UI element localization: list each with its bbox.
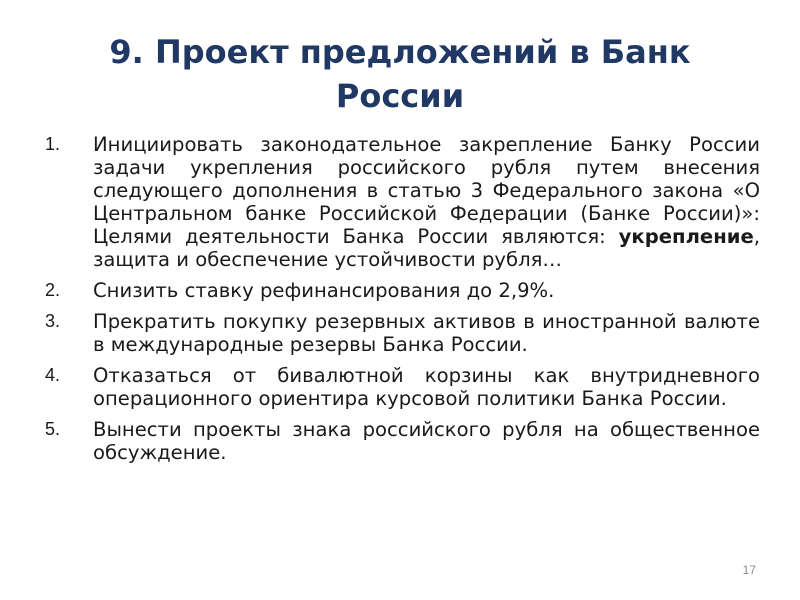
list-item-text: Прекратить покупку резервных активов в иностранной валюте в международные резервы Банка России. [93, 310, 760, 356]
list-item [45, 279, 760, 302]
list-item [45, 310, 760, 356]
list-item-text: Отказаться от бивалютной корзины как внутридневного операционного ориентира курсовой политики Банка России. [93, 364, 760, 410]
list-item-text-bold: укрепление [618, 225, 754, 248]
slide-title-line-2: России [335, 77, 465, 115]
list-item-number: 1. [45, 134, 61, 154]
list-item-text: Вынести проекты знака российского рубля на общественное обсуждение. [93, 418, 760, 464]
list-item-number: 2. [45, 280, 61, 300]
list-item-text: Снизить ставку рефинансирования до 2,9%. [93, 279, 555, 302]
list-item-text-after: , защита и обеспечение устойчивости рубля… [93, 225, 760, 271]
list-item-number: 4. [45, 365, 61, 385]
slide-title-line-1: 9. Проект предложений в Банк [109, 33, 691, 71]
proposal-list [45, 133, 760, 472]
list-item-number: 5. [45, 419, 61, 439]
slide-title [0, 30, 800, 118]
page-number: 17 [742, 563, 756, 577]
list-item [45, 133, 760, 271]
list-item [45, 418, 760, 464]
list-item-number: 3. [45, 311, 61, 331]
list-item [45, 364, 760, 410]
list-item-text [93, 133, 760, 271]
list-item-text-main: Инициировать законодательное закрепление Банку России задачи укрепления российского рубля путем внесения следующего дополнения в статью 3 Федерального закона «О Центральном банке Российской Федерации (Банке России)»: Целями деятельности Банка России являются: [93, 133, 760, 248]
